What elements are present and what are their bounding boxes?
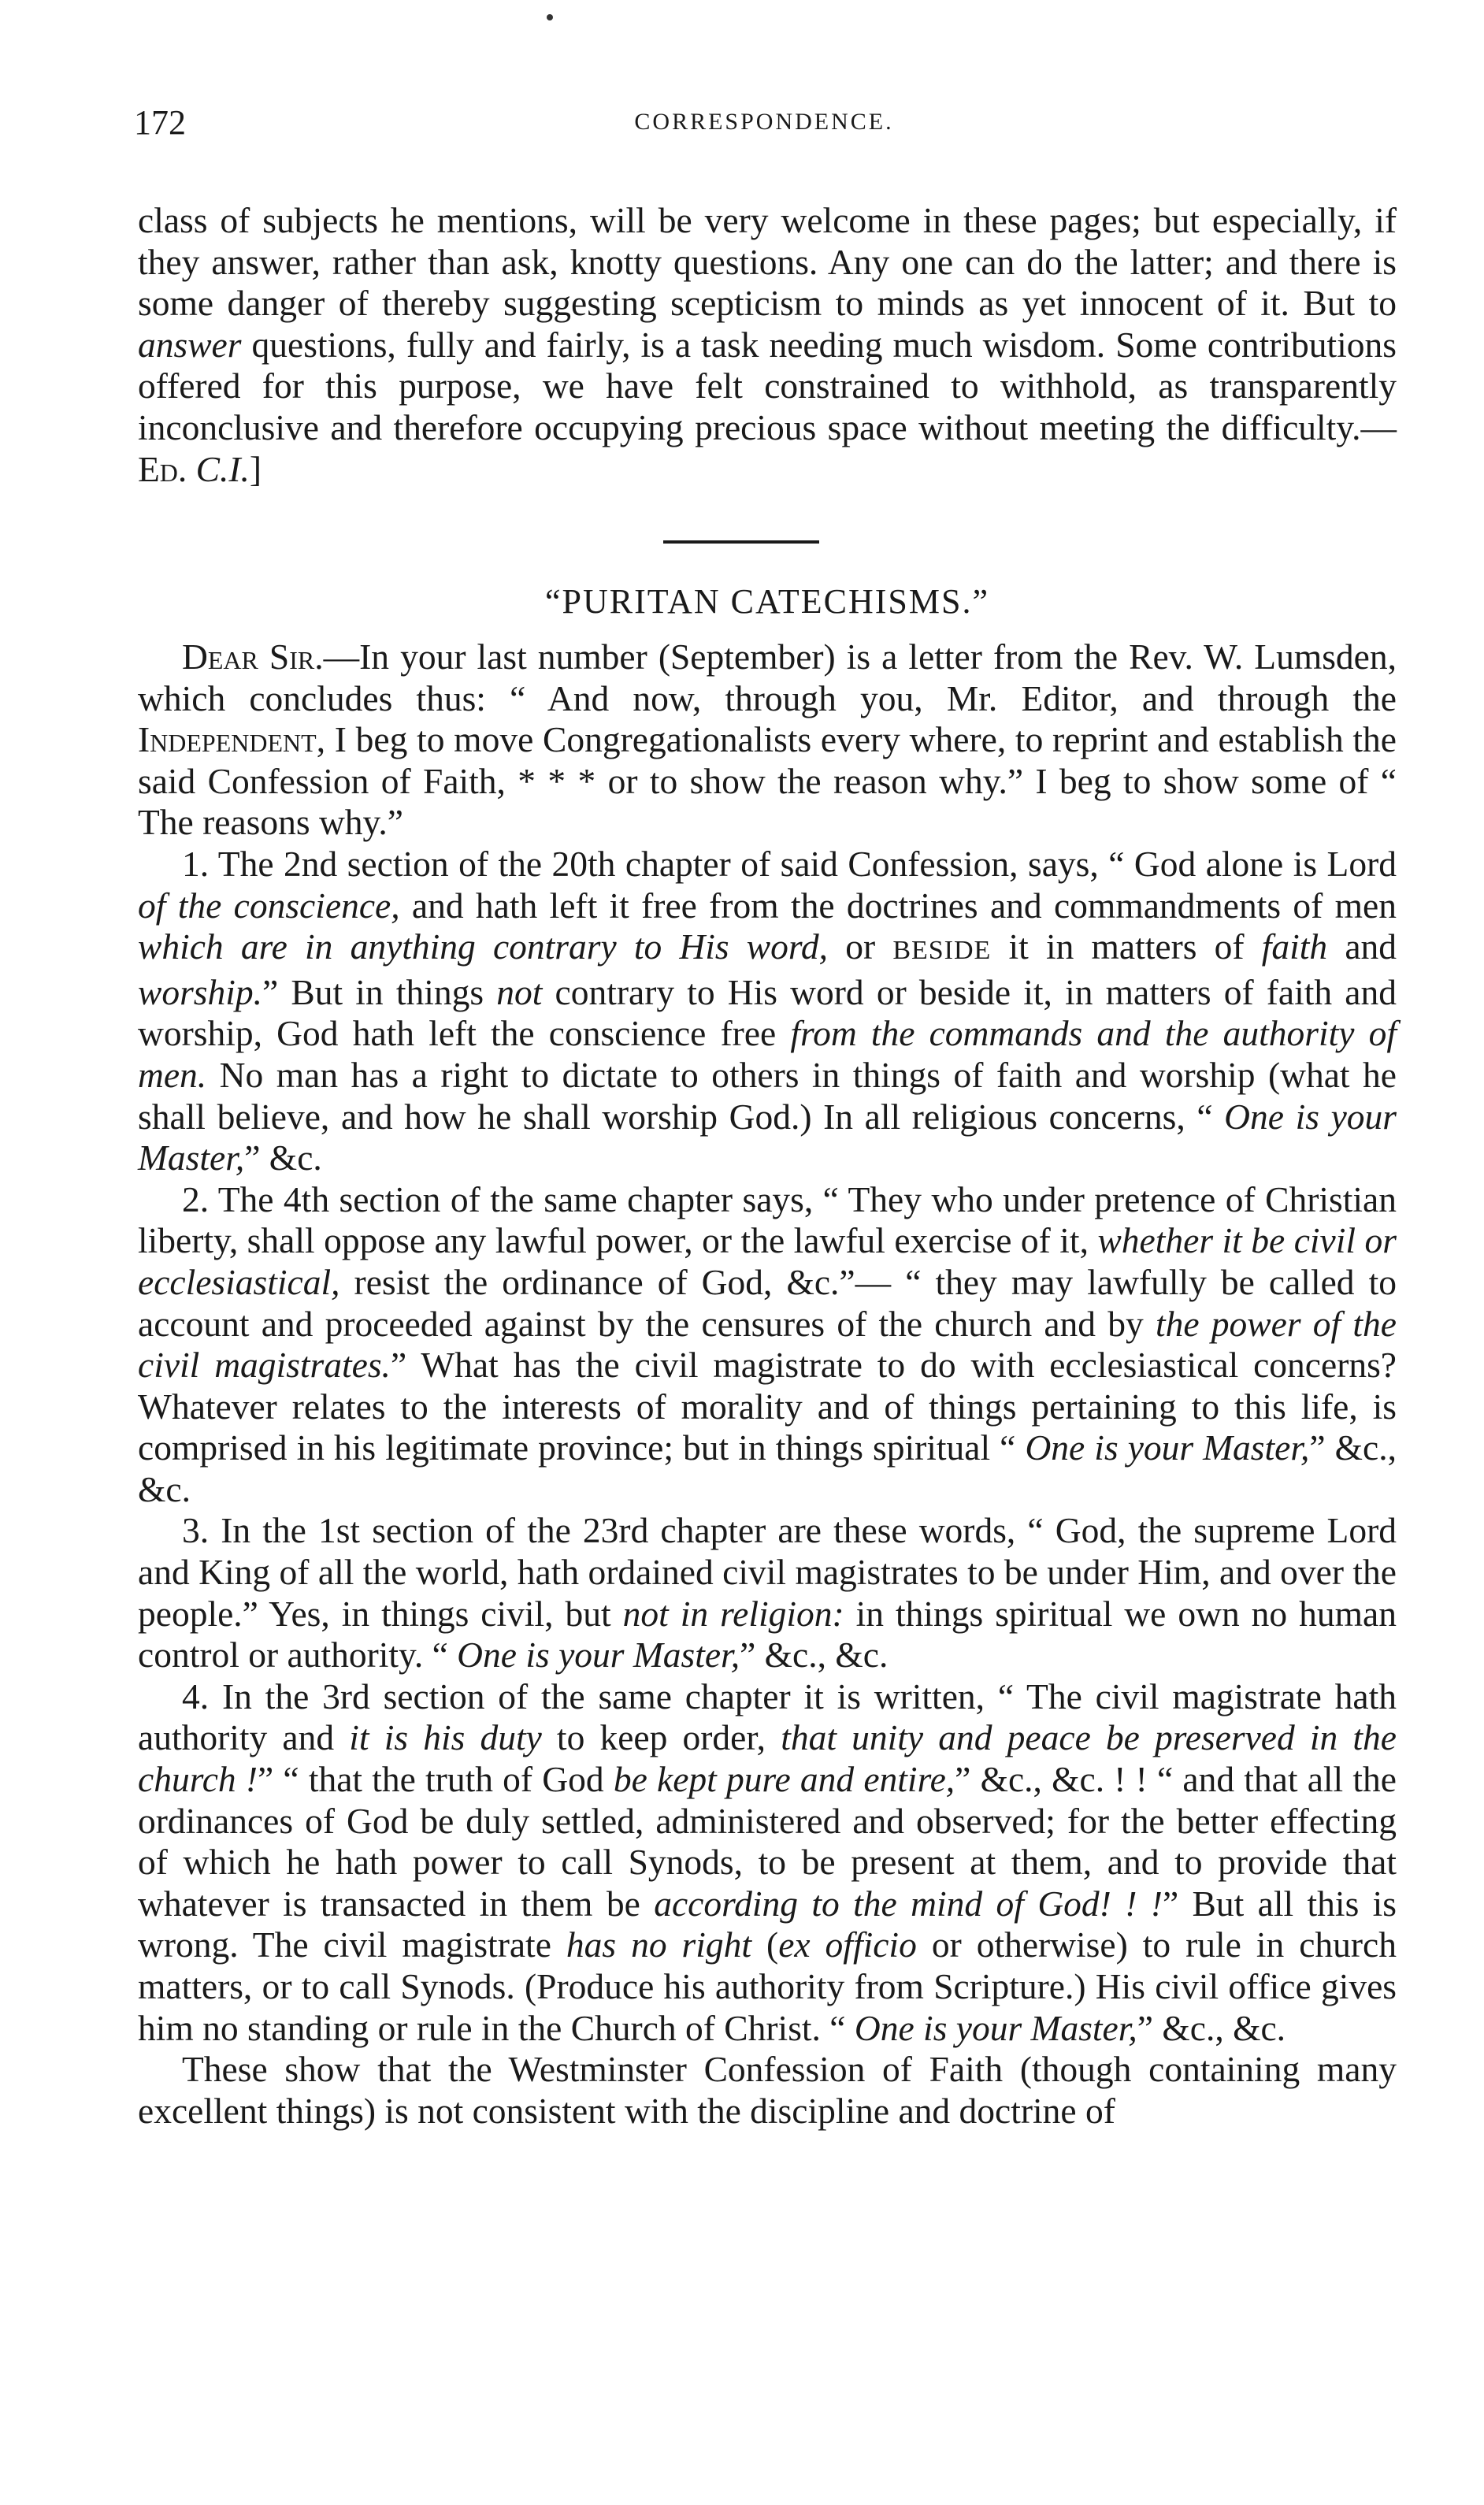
editor-note: [138, 200, 1397, 490]
italic-run: according to the mind of God! ! !: [654, 1883, 1163, 1924]
letter-body: [138, 636, 1397, 2132]
page-number: 172: [134, 103, 186, 142]
caps-run: BESIDE: [892, 936, 992, 966]
journal-abbrev: C.I.: [195, 448, 250, 489]
small-caps-run: Independent: [138, 719, 317, 760]
editor-abbrev: Ed.: [138, 448, 187, 489]
text-run: ” &c., &c. ! ! “ and that all the ordinances of God be duly settled, administered and observed; for the better effecting of which he hath power to call Synods, to be present at them, and to provide that whatever is transacted in them be: [138, 1759, 1397, 1924]
italic-run: One is your Master,: [138, 1096, 1397, 1178]
text-run: questions, fully and fairly, is a task needing much wisdom. Some contributions offered for this purpose, we have felt constrained to withhold, as transparently inconclusive and therefore occupying precious space without meeting the difficulty.—: [138, 324, 1397, 447]
text-run: 2. The 4th section of the same chapter says, “ They who under pretence of Christian liberty, shall oppose any lawful power, or the lawful exercise of it,: [138, 1178, 1397, 1261]
italic-run: which are in anything contrary to His word,: [138, 926, 829, 967]
italic-run: the power of the civil magistrates.: [138, 1303, 1397, 1386]
paragraph-point-4: [138, 1676, 1397, 2049]
italic-run: faith: [1261, 926, 1328, 967]
salutation: Dear Sir.: [182, 636, 324, 677]
text-run: No man has a right to dictate to others in things of faith and worship (what he shall believe, and how he shall worship God.) In all religious concerns, “: [138, 1054, 1397, 1137]
paragraph-point-2: [138, 1179, 1397, 1511]
italic-run: worship.: [138, 971, 263, 1012]
italic-run: One is your Master,: [1025, 1427, 1310, 1468]
text-run: or otherwise) to rule in church matters, or to call Synods. (Produce his authority from Scripture.) His civil office gives him no standing or rule in the Church of Christ. “: [138, 1924, 1397, 2048]
section-divider: [663, 540, 819, 544]
italic-run: that unity and peace be preserved in the church !: [138, 1717, 1397, 1800]
text-run: 1. The 2nd section of the 20th chapter of said Confession, says, “ God alone is Lord: [182, 843, 1397, 884]
italic-run: One is your Master,: [854, 2007, 1137, 2048]
text-run: in things spiritual we own no human control or authority. “: [138, 1593, 1397, 1676]
paragraph-point-1: [138, 844, 1397, 1179]
text-run: ” What has the civil magistrate to do with ecclesiastical concerns? Whatever relates to the interests of morality and of things pertaining to this life, is comprised in his legitimate province; but in things spiritual “: [138, 1345, 1397, 1468]
italic-run: has no right: [566, 1924, 752, 1965]
text-run: ” &c., &c.: [740, 1635, 889, 1676]
paragraph-point-3: [138, 1510, 1397, 1676]
text-run: ” &c., &c.: [138, 1427, 1397, 1509]
italic-run: ex officio: [778, 1924, 917, 1965]
italic-run: from the commands and the authority of men.: [138, 1013, 1397, 1095]
running-head: [134, 102, 1394, 150]
italic-run: of the conscience,: [138, 885, 400, 926]
italic-run: it is his duty: [349, 1717, 542, 1758]
text-run: to keep order,: [541, 1717, 781, 1758]
text-run: —In your last number (September) is a letter from the Rev. W. Lumsden, which concludes thus: “ And now, through you, Mr. Editor, and through the: [138, 636, 1397, 718]
text-run: These show that the Westminster Confession of Faith (though containing many excellent things) is not consistent with the discipline and doctrine of: [138, 2049, 1397, 2131]
text-run: ” But all this is wrong. The civil magistrate: [138, 1883, 1397, 1965]
text-run: and hath left it free from the doctrines and commandments of men: [399, 885, 1397, 926]
italic-run: whether it be civil or ecclesiastical,: [138, 1220, 1397, 1302]
text-run: ” &c., &c.: [1137, 2007, 1286, 2048]
text-run: resist the ordinance of God, &c.”— “ they may lawfully be called to account and proceeded against by the censures of the church and by: [138, 1261, 1397, 1344]
article-title: “PURITAN CATECHISMS.”: [544, 582, 990, 621]
running-head-title: CORRESPONDENCE.: [634, 109, 894, 135]
paragraph-salutation: [138, 636, 1397, 844]
text-run: (: [751, 1924, 779, 1965]
text-run: ” &c.: [244, 1137, 322, 1178]
text-run: , I beg to move Congregationalists every where, to reprint and establish the said Confession of Faith, * * * or to show the reason why.” I beg to show some of “ The reasons why.”: [138, 719, 1397, 843]
italic-run: be kept pure and entire,: [613, 1759, 955, 1800]
text-run: and: [1327, 926, 1397, 967]
text-run: it in matters of: [991, 926, 1262, 967]
italic-run: answer: [138, 324, 242, 365]
text-run: class of subjects he mentions, will be very welcome in these pages; but especially, if they answer, rather than ask, knotty questions. Any one can do the latter; and there is some danger of thereby suggesting scepticism to minds as yet innocent of it. But to: [138, 200, 1397, 324]
text-run: contrary to His word or beside it, in matters of faith and worship, God hath left the conscience free: [138, 971, 1397, 1054]
italic-run: not: [496, 971, 543, 1012]
text-run: or: [828, 926, 893, 967]
italic-run: One is your Master,: [457, 1635, 740, 1676]
editor-note-paragraph: [138, 200, 1397, 490]
text-run: 3. In the 1st section of the 23rd chapter are these words, “ God, the supreme Lord and King of all the world, hath ordained civil magistrates to be under Him, and over the people.” Yes, in things civil, but: [138, 1510, 1397, 1634]
italic-run: not in religion:: [622, 1593, 844, 1634]
text-run: ” “ that the truth of God: [258, 1759, 614, 1800]
paragraph-conclusion: [138, 2049, 1397, 2132]
text-run: ” But in things: [262, 971, 497, 1012]
closing-bracket: ]: [249, 448, 262, 489]
text-run: 4. In the 3rd section of the same chapter it is written, “ The civil magistrate hath authority and: [138, 1676, 1397, 1758]
ink-speck: [547, 14, 553, 20]
